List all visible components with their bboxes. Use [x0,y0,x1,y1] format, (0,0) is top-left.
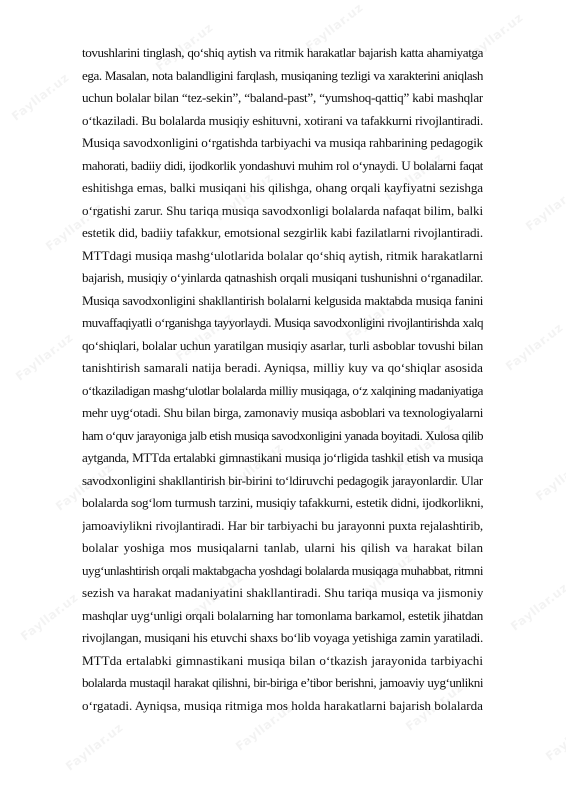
text-line: tanishtirish samarali natija beradi. Ayniqsa, milliy kuy va qo‘shiqlar asosida [82,360,483,375]
watermark-text [503,320,566,373]
text-line: o‘tkaziladigan mashg‘ulotlar bolalarda milliy musiqaga, o‘z xalqining madaniyatiga [82,382,483,398]
text-line: rivojlangan, musiqani his etuvchi shaxs bo‘lib voyaga yetishiga zamin yaratiladi. [82,630,483,645]
text-line: Musiqa savodxonligini shakllantirish bolalarni kelgusida maktabda musiqa fanini [82,292,483,308]
text-line: mehr uyg‘otadi. Shu bilan birga, zamonaviy musiqa asboblari va texnologiyalarni [82,405,483,420]
watermark-text [533,450,566,503]
text-line: qo‘shiqlari, bolalar uchun yaratilgan musiqiy asarlar, turli asboblar tovushi bilan [82,337,483,353]
text-line: estetik did, badiiy tafakkur, emotsional sezgirlik kabi fazilatlarni rivojlantiradi. [82,225,483,240]
text-line: Musiqa savodxonligini o‘rgatishda tarbiyachi va musiqa rahbarining pedagogik [82,135,483,150]
text-line: ham o‘quv jarayoniga jalb etish musiqa savodxonligini yanada boyitadi. Xulosa qilib [82,427,483,443]
text-line: mashqlar uyg‘unligi orqali bolalarning har tomonlama barkamol, estetik jihatdan [82,607,483,623]
text-line: mahorati, badiiy didi, ijodkorlik yondashuvi muhim rol o‘ynaydi. U bolalarni faqat [82,157,483,173]
text-line: o‘rgatishi zarur. Shu tariqa musiqa savodxonligi bolalarda nafaqat bilim, balki [82,202,483,218]
watermark-text [13,330,76,383]
text-line: bolalarda mustaqil harakat qilishni, bir-biriga e’tibor berishni, jamoaviy uyg‘unlikni [82,675,483,690]
body-text [82,42,483,717]
text-line: savodxonligini shakllantirish bir-birini to‘ldiruvchi pedagogik jarayonlardir. Ular [82,472,483,488]
text-line: o‘rgatadi. Ayniqsa, musiqa ritmiga mos holda harakatlarni bajarish bolalarda [82,697,483,713]
watermark-text [508,580,566,633]
watermark-text [9,70,72,123]
watermark-text [63,720,126,773]
text-line: ega. Masalan, nota balandligini farqlash, musiqaning tezligi va xarakterini aniqlash [82,67,483,83]
text-line: bajarish, musiqiy o‘yinlarda qatnashish orqali musiqani tushunishni o‘rganadilar. [82,270,483,285]
text-line: uyg‘unlashtirish orqali maktabgacha yoshdagi bolalarda musiqaga muhabbat, ritmni [82,562,483,578]
watermark-text [523,180,566,233]
text-line: aytganda, MTTda ertalabki gimnastikani musiqa jo‘rligida tashkil etish va musiqa [82,450,483,465]
text-line: MTTda ertalabki gimnastikani musiqa bilan o‘tkazish jarayonida tarbiyachi [82,652,483,668]
watermark-text [18,590,81,643]
text-line: eshitishga emas, balki musiqani his qilishga, ohang orqali kayfiyatni sezishga [82,180,483,195]
text-line: o‘tkaziladi. Bu bolalarda musiqiy eshituvni, xotirani va tafakkurni rivojlantiradi. [82,112,483,128]
text-line: tovushlarini tinglash, qo‘shiq aytish va ritmik harakatlar bajarish katta ahamiyatga [82,45,483,60]
text-line: jamoaviylikni rivojlantiradi. Har bir tarbiyachi bu jarayonni puxta rejalashtirib, [82,517,483,533]
text-line: sezish va harakat madaniyatini shakllantiradi. Shu tariqa musiqa va jismoniy [82,585,483,600]
text-line: muvaffaqiyatli o‘rganishga tayyorlaydi. Musiqa savodxonligini rivojlantirishda xalq [82,315,483,330]
text-line: bolalar yoshiga mos musiqalarni tanlab, ularni his qilish va harakat bilan [82,540,483,555]
text-line: bolalarda sog‘lom turmush tarzini, musiqiy tafakkurni, estetik didni, ijodkorlikni, [82,495,483,510]
watermark-text [543,710,566,763]
text-line: MTTdagi musiqa mashg‘ulotlarida bolalar qo‘shiq aytish, ritmik harakatlarni [82,247,483,263]
text-line: uchun bolalar bilan “tez-sekin”, “baland-past”, “yumshoq-qattiq” kabi mashqlar [82,90,483,105]
